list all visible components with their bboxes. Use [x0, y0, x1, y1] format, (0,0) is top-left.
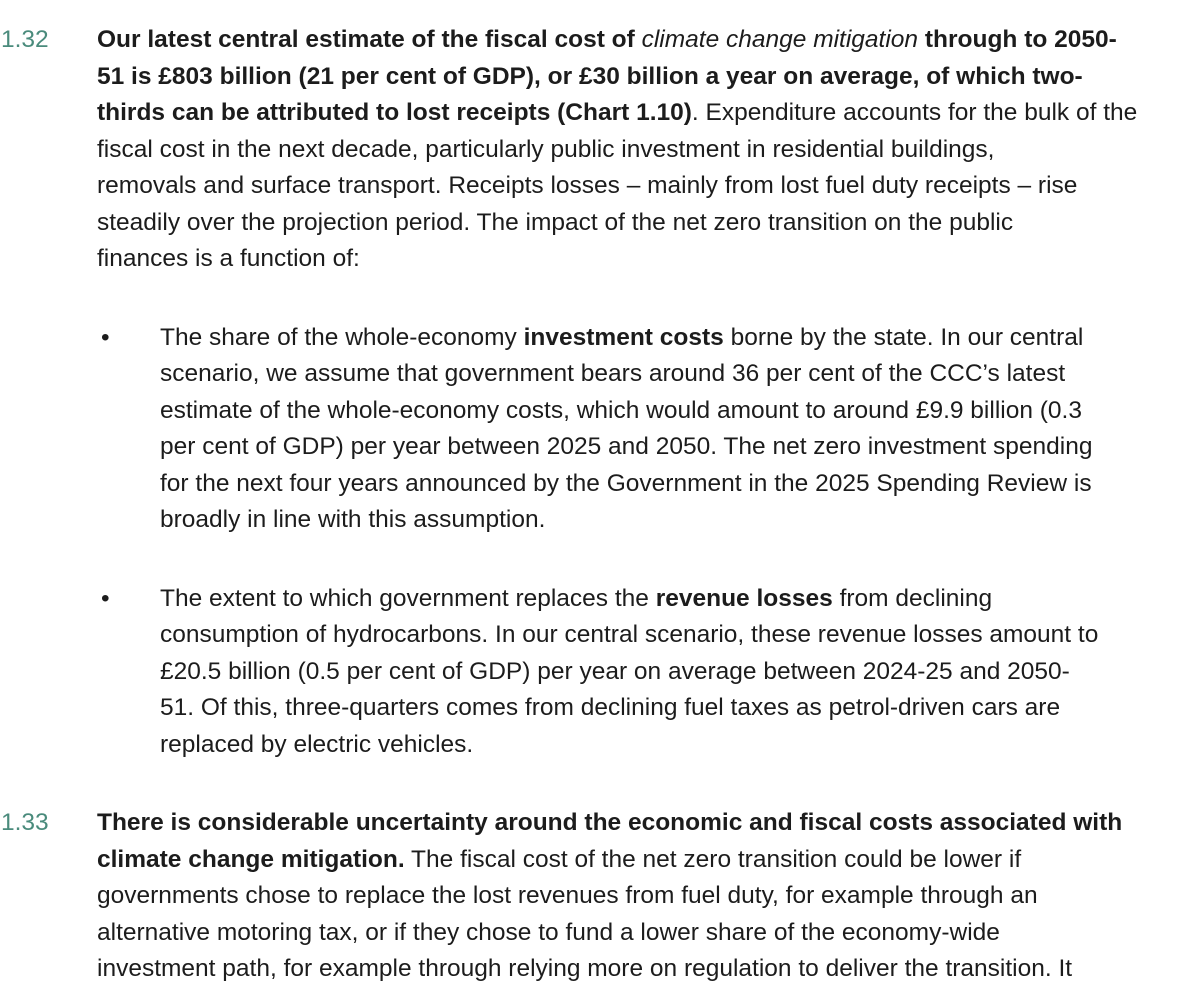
paragraph-line: finances is a function of: [97, 245, 360, 272]
italic-term: climate change mitigation [641, 26, 919, 53]
bullet-line: replaced by electric vehicles. [160, 730, 474, 758]
bold-term: investment costs [523, 323, 724, 351]
paragraph-line [97, 95, 1179, 132]
bullet-list [97, 320, 1179, 764]
paragraph-line: investment path, for example through relying more on regulation to deliver the transition. It [97, 955, 1073, 982]
bullet-marker: • [101, 323, 110, 351]
bullet-item-investment-costs [101, 320, 1179, 539]
paragraph-line: governments chose to replace the lost revenues from fuel duty, for example through an [97, 882, 1038, 909]
bold-lead-text: climate change mitigation. [97, 845, 405, 873]
paragraph-line: fiscal cost in the next decade, particularly public investment in residential buildings, [97, 135, 995, 163]
paragraph-line [97, 842, 1179, 879]
body-text: The fiscal cost of the net zero transition could be lower if [404, 845, 1022, 873]
bullet-line: for the next four years announced by the Government in the 2025 Spending Review is [160, 469, 1092, 497]
paragraph-line [97, 22, 1179, 59]
bullet-line: scenario, we assume that government bears around 36 per cent of the CCC’s latest [160, 360, 1066, 387]
bold-term: revenue losses [655, 584, 833, 612]
bold-lead-text: through to 2050- [918, 26, 1117, 53]
paragraph-1-33 [1, 805, 1179, 988]
bullet-marker: • [101, 584, 110, 612]
paragraph-line: steadily over the projection period. The impact of the net zero transition on the public [97, 208, 1014, 236]
bullet-line: estimate of the whole-economy costs, which would amount to around £9.9 billion (0.3 [160, 396, 1082, 424]
paragraph-1-32 [1, 22, 1179, 763]
body-text: The extent to which government replaces the [160, 584, 656, 612]
bullet-line [160, 320, 1179, 357]
paragraph-number: 1.33 [1, 809, 49, 836]
paragraph-number: 1.32 [1, 26, 49, 53]
bullet-line: broadly in line with this assumption. [160, 506, 546, 533]
body-text: from declining [832, 584, 993, 612]
bullet-line [160, 581, 1179, 618]
bullet-line: 51. Of this, three-quarters comes from declining fuel taxes as petrol-driven cars are [160, 694, 1061, 721]
bullet-line: £20.5 billion (0.5 per cent of GDP) per year on average between 2024-25 and 2050- [160, 657, 1070, 685]
bullet-line: consumption of hydrocarbons. In our central scenario, these revenue losses amount to [160, 621, 1099, 648]
body-text: . Expenditure accounts for the bulk of the [691, 99, 1138, 126]
bold-lead-text: Our latest central estimate of the fiscal cost of [97, 26, 642, 53]
paragraph-line: 51 is £803 billion (21 per cent of GDP), or £30 billion a year on average, of which two- [97, 62, 1083, 90]
bullet-line: per cent of GDP) per year between 2025 and 2050. The net zero investment spending [160, 433, 1093, 460]
body-text: borne by the state. In our central [723, 323, 1084, 351]
paragraph-line: removals and surface transport. Receipts losses – mainly from lost fuel duty receipts – rise [97, 172, 1078, 199]
body-text: The share of the whole-economy [160, 323, 524, 351]
paragraph-line: There is considerable uncertainty around the economic and fiscal costs associated with [97, 809, 1123, 836]
paragraph-line: alternative motoring tax, or if they chose to fund a lower share of the economy-wide [97, 918, 1000, 946]
bullet-item-revenue-losses [101, 581, 1179, 764]
bold-lead-text: thirds can be attributed to lost receipts (Chart 1.10) [97, 99, 692, 126]
